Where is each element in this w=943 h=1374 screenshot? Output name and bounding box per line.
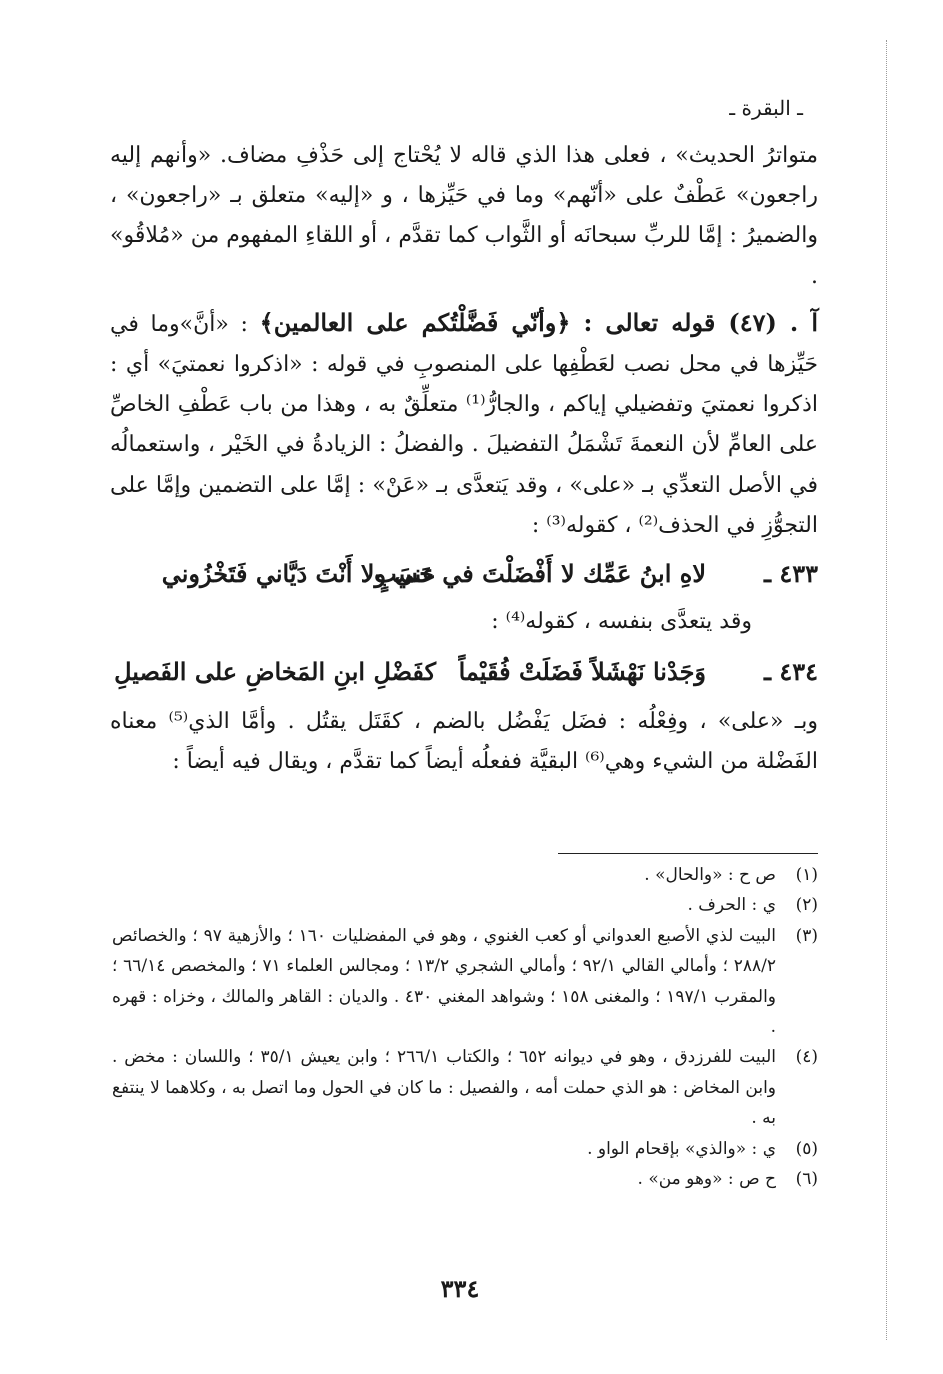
footnote-separator	[558, 853, 818, 854]
footnote-number: (١)	[795, 865, 818, 885]
verse-hemistich-second: عني ولا أَنْتَ دَيَّاني فَتَخْزُوني	[161, 559, 436, 589]
verse-hemistich-second: كفَضْلِ ابنِ المَخاضِ على الفَصيلِ	[114, 657, 436, 687]
verse-hemistich-first: وَجَدْنا نَهْشَلاً فَضَلَتْ فُقَيْماً	[458, 657, 706, 687]
verse-number: ٤٣٤ ـ	[763, 657, 818, 687]
paragraph: متواترُ الحديث» ، فعلى هذا الذي قاله لا يُحْتاج إلى حَذْفِ مضاف. «وأنهم إليه راجعون» عَطْفٌ على «أنّهم» وما في حَيِّزها ، و «إليه» متعلق بـ «راجعون» ، والضميرُ : إمَّا للربِّ سبحانَه أو الثَّواب كما تقدَّم ، أو اللقاءِ المفهوم من «مُلاقُو» .	[110, 143, 818, 289]
verse-heading: آ . (٤٧) قوله تعالى : ﴿وأنّي فَضَّلْتُكم على العالمين﴾	[259, 307, 819, 337]
main-text	[110, 136, 818, 782]
footnote-number: (٥)	[795, 1138, 818, 1159]
footnote-text: ي : الحرف .	[687, 895, 776, 916]
footnote	[112, 890, 818, 920]
footnote-text: ص ح : «والحال» .	[644, 865, 776, 885]
section-47-text: : «أنَّ»وما في حَيِّزها في محل نصب لعَطْفِها على المنصوبِ في قوله : «اذكروا نعمتيَ» أي : اذكروا نعمتيَ وتفضيلي إياكم ، والجارُّ⁽¹⁾ متعلِّقٌ به ، وهذا من باب عَطْفِ الخاصِّ على العامِّ لأن النعمةَ تَشْمَلُ التفضيلَ . والفضلُ : الزيادةُ في الخَيْر ، واستعمالُه في الأصل التعدِّي بـ «على» ، وقد يَتعدَّى بـ «عَنْ» : إمَّا على التضمين وإمَّا على التجوُّزِ في الحذف⁽²⁾ ، كقوله⁽³⁾ :	[110, 311, 818, 538]
footnote	[112, 860, 818, 890]
footnote-number: (٦)	[795, 1169, 818, 1190]
verse-433	[110, 548, 818, 600]
scan-edge-line	[885, 40, 887, 1340]
footnote-text: ي : «والذي» بإقحام الواو .	[587, 1138, 776, 1159]
verse-434	[110, 646, 818, 698]
footnote	[112, 1134, 818, 1164]
footnote	[112, 1042, 818, 1133]
verse-number: ٤٣٣ ـ	[763, 559, 818, 589]
footnote	[112, 921, 818, 1043]
footnote-text: البيت للفرزدق ، وهو في ديوانه ٦٥٢ ؛ والكتاب ٢٦٦/١ ؛ وابن يعيش ٣٥/١ ؛ واللسان : مخض . وابن المخاض : هو الذي حملت أمه ، والفصيل : ما كان في الحول وما اتصل به ، وكلاهما لا ينتفع به .	[112, 1047, 776, 1129]
footnote-text: ح ص : «وهو من» .	[637, 1169, 776, 1190]
footnote-number: (٣)	[795, 925, 818, 946]
running-head: ـ البقرة ـ	[729, 96, 803, 120]
footnote-number: (٤)	[795, 1047, 818, 1068]
verse-hemistich-first: لاهِ ابنُ عَمِّك لا أَفْضَلْتَ في حَسَبٍ	[374, 559, 706, 589]
page-number: ٣٣٤	[440, 1274, 480, 1303]
footnotes	[112, 860, 818, 1194]
closing-paragraph: وبـ «على» ، وفِعْلُه : فضَل يَفْضُل بالضم ، كقَتَل يقتُل . وأمَّا الذي⁽⁵⁾ معناه الفَضْلة من الشيء وهي⁽⁶⁾ البقيَّة ففعلُه أيضاً كما تقدَّم ، ويقال فيه أيضاً :	[110, 709, 818, 775]
footnote-number: (٢)	[795, 895, 818, 916]
footnote-text: البيت لذي الأصبع العدواني أو كعب الغنوي ، وهو في المفضليات ١٦٠ ؛ والأزهية ٩٧ ؛ والخصائص ٢٨٨/٢ ؛ وأمالي القالي ٩٢/١ ؛ وأمالي الشجري ١٣/٢ ؛ ومجالس العلماء ٧١ ؛ والمخصص ٦٦/١٤ ؛ والمقرب ١٩٧/١ ؛ والمغنى ١٥٨ ؛ وشواهد المغني ٤٣٠ . والديان : القاهر والمالك ، وخزاه : قهره .	[112, 925, 777, 1038]
between-verses-line: وقد يتعدَّى بنفسه ، كقوله⁽⁴⁾ :	[491, 609, 752, 635]
section-47-paragraph	[110, 303, 818, 546]
footnote	[112, 1164, 818, 1194]
